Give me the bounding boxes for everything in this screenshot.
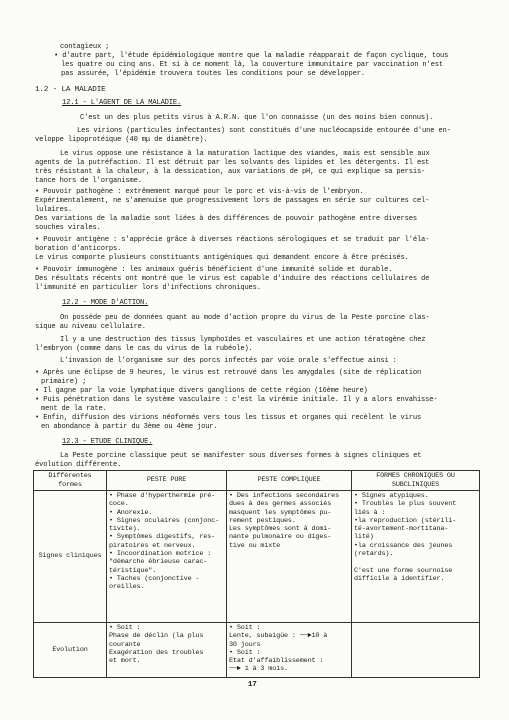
table-row bbox=[34, 623, 480, 678]
table-cell bbox=[352, 623, 480, 678]
text-line: • Puis pénétration dans le système vasculaire : c'est la virémie initiale. Il y a alors envahisse- bbox=[35, 396, 438, 404]
row-label: Evolution bbox=[34, 623, 107, 678]
text-line: • Après une éclipse de 9 heures, le virus est retrouvé dans les amygdales (site de réplication bbox=[35, 369, 422, 377]
text-line: Des variations de la maladie sont liées à des différences de pouvoir pathogène entre diverses bbox=[35, 215, 417, 223]
text-line: • Enfin, diffusion des virions néoformés vers tous les tissus et organes qui recèlent le virus bbox=[35, 414, 422, 422]
text-line: tance hors de l'organisme. bbox=[35, 177, 142, 185]
text-line: ment de la rate. bbox=[41, 405, 107, 413]
text-line: les quatre ou cinq ans. Et si à ce moment là, la couverture immunitaire par vaccination n'est bbox=[61, 61, 443, 69]
text-line: en abondance à partir du 3ème ou 4ème jour. bbox=[41, 423, 218, 431]
table-cell: • Phase d'hyperthermie pré- coce. • Anorexie. • Signes oculaires (conjonc- tivite). • Symptômes digestifs, res- piratoires et nerveux. • Incoordination motrice : "démarche ébrieuse carac- téristique". • Taches (conjonctive - oreilles. bbox=[107, 491, 227, 623]
row-label: Signes cliniques bbox=[34, 491, 107, 623]
text-line: souches virales. bbox=[35, 224, 101, 232]
text-line: très résistant à la chaleur, à la dessication, aux variations de pH, ce qui explique sa persis- bbox=[35, 168, 426, 176]
text-line: • d'autre part, l'étude épidémiologique montre que la maladie réapparait de façon cyclique, tous bbox=[54, 52, 449, 60]
text-line: Les virions (particules infectantes) sont constitués d'une nucléocapside entourée d'une en- bbox=[77, 127, 451, 135]
text-line: On possède peu de données quant au mode d'action propre du virus de la Peste porcine clas- bbox=[60, 314, 430, 322]
text-line: • Pouvoir immunogène : les animaux guéris bénéficient d'une immunité solide et durable. bbox=[35, 266, 393, 274]
text-line: contagieux ; bbox=[60, 43, 110, 51]
table-header-row bbox=[34, 471, 480, 491]
text-line: primaire) ; bbox=[41, 378, 87, 386]
text-line: l'embryon (comme dans le cas du virus de la rubéole). bbox=[35, 345, 253, 353]
text-line: pas assurée, l'épidémie trouvera toutes les conditions pour se développer. bbox=[61, 70, 365, 78]
table-cell: • Signes atypiques. • Troubles le plus souvent liés à : •la reproduction (stérili- té-avortement-mortitana- lité) •la croissance des jeunes (retards). C'est une forme sournoise difficile à identifier. bbox=[352, 491, 480, 623]
table-row bbox=[34, 491, 480, 623]
text-line: lulaires. bbox=[35, 206, 72, 214]
page-number: 17 bbox=[248, 681, 257, 689]
subsection-heading: 12.1 - L'AGENT DE LA MALADIE. bbox=[62, 99, 182, 107]
text-line: Il y a une destruction des tissus lymphoïdes et vasculaires et une action tératogène chez bbox=[60, 336, 426, 344]
table-header: PESTE PURE bbox=[107, 471, 227, 491]
table-header: PESTE COMPLIQUEE bbox=[227, 471, 352, 491]
table-header: Différentes formes bbox=[34, 471, 107, 491]
text-line: C'est un des plus petits virus à A.R.N. que l'on connaisse (un des moins bien connus). bbox=[80, 114, 434, 122]
text-line: Des résultats récents ont montré que le virus est capable d'induire des réactions cellulaires de bbox=[35, 275, 430, 283]
table-header: FORMES CHRONIQUES OU SUBCLINIQUES bbox=[352, 471, 480, 491]
text-line: sique au niveau cellulaire. bbox=[35, 323, 146, 331]
subsection-heading: 12.3 - ETUDE CLINIQUE. bbox=[62, 438, 153, 446]
text-line: • Il gagne par la voie lymphatique divers ganglions de cette région (16ème heure) bbox=[35, 387, 368, 395]
text-line: • Pouvoir antigène : s'apprécie grâce à diverses réactions sérologiques et se traduit par l'éla- bbox=[35, 236, 430, 244]
clinical-forms-table bbox=[33, 470, 480, 678]
text-line: veloppe lipoprotéique (40 mμ de diamètre). bbox=[35, 136, 208, 144]
text-line: agents de la putréfaction. Il est détruit par les solvants des lipides et les détergents. Il est bbox=[35, 159, 430, 167]
table-cell: • Soit : Phase de déclin (la plus courante Exagération des troubles et mort. bbox=[107, 623, 227, 678]
text-line: La Peste porcine classique peut se manifester sous diverses formes à signes cliniques et bbox=[60, 452, 422, 460]
section-heading: 1.2 - LA MALADIE bbox=[35, 86, 106, 94]
text-line: Le virus oppose une résistance à la maturation lactique des viandes, mais est sensible aux bbox=[60, 150, 430, 158]
table-cell: • Des infections secondaires dues à des germes associés masquent les symptômes pu- rement pestiques. Les symptômes sont à domi- nante pulmonaire ou diges- tive ou mixte bbox=[227, 491, 352, 623]
table-cell: • Soit : Lente, subaigüe : ──►10 à 30 jours • Soit : Etat d'affaiblissement : ──► 1 à 3 mois. bbox=[227, 623, 352, 678]
text-line: • Pouvoir pathogène : extrêmement marqué pour le porc et vis-à-vis de l'embryon. bbox=[35, 188, 364, 196]
text-line: l'immunité en particulier lors d'infections chroniques. bbox=[35, 284, 261, 292]
text-line: Expérimentalement, ne s'amenuise que progressivement lors de passages en série sur cultures cel- bbox=[35, 197, 430, 205]
text-line: boration d'anticorps. bbox=[35, 245, 122, 253]
text-line: évolution différente. bbox=[35, 461, 122, 469]
text-line: Le virus comporte plusieurs constituants antigéniques qui demandent encore à être précisés. bbox=[35, 254, 409, 262]
subsection-heading: 12.2 - MODE D'ACTION. bbox=[62, 299, 149, 307]
text-line: L'invasion de l'organisme sur des porcs infectés par voie orale s'effectue ainsi : bbox=[60, 357, 397, 365]
